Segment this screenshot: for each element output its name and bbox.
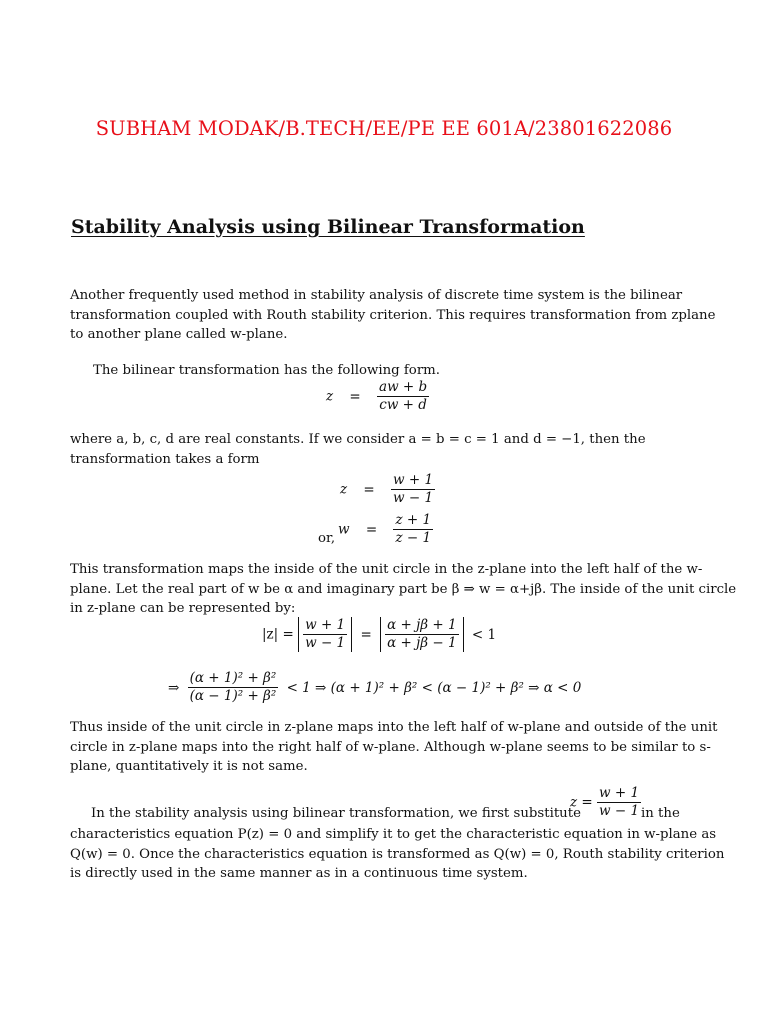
equation-w-of-z: [338, 512, 433, 547]
text-line: Another frequently used method in stability analysis of discrete time system is the bilinear: [70, 288, 683, 303]
fraction-numerator: w + 1: [393, 472, 434, 488]
equation-derivation: [168, 670, 581, 705]
fraction-denominator: (α − 1)² + β²: [189, 688, 277, 704]
eq-relation: =: [349, 388, 361, 405]
absolute-value: [298, 617, 352, 652]
equation-z-of-w: [340, 472, 435, 507]
fraction-numerator: w + 1: [599, 785, 640, 801]
text-line: Q(w) = 0. Once the characteristics equation is transformed as Q(w) = 0, Routh stability criterion: [70, 846, 725, 862]
fraction-numerator: aw + b: [379, 379, 428, 395]
fraction: [377, 379, 429, 414]
paragraph-intro: [70, 286, 716, 345]
text-line: Thus inside of the unit circle in z-plane maps into the left half of w-plane and outside of the unit: [70, 720, 718, 735]
eq-relation: =: [363, 481, 375, 498]
fraction-numerator: (α + 1)² + β²: [189, 670, 277, 686]
eq-lhs: |z| =: [262, 626, 294, 643]
fraction: [303, 617, 347, 652]
eq-relation: =: [360, 626, 372, 643]
absolute-value: [380, 617, 463, 652]
paragraph-constants: [70, 430, 680, 469]
text-line: transformation coupled with Routh stability criterion. This requires transformation from zplane: [70, 307, 716, 323]
text-line: plane. Let the real part of w be α and imaginary part be β ⇒ w = α+jβ. The inside of the unit circle: [70, 581, 737, 597]
fraction-numerator: w + 1: [305, 617, 346, 633]
eq-lhs: z =: [570, 794, 593, 811]
fraction: [391, 472, 435, 507]
fraction-denominator: α + jβ − 1: [387, 635, 457, 651]
paragraph-procedure: [70, 825, 725, 884]
fraction-denominator: cw + d: [379, 397, 427, 413]
text-line: is directly used in the same manner as in a continuous time system.: [70, 866, 528, 882]
text-line: plane, quantitatively it is not same.: [70, 759, 308, 775]
paragraph-conclusion: [70, 718, 718, 777]
text-line: to another plane called w-plane.: [70, 327, 288, 343]
text-line: This transformation maps the inside of the unit circle in the z-plane into the left half of the w-: [70, 562, 703, 577]
eq-tail: < 1 ⇒ (α + 1)² + β² < (α − 1)² + β² ⇒ α < 0: [286, 679, 582, 696]
fraction-denominator: z − 1: [395, 530, 432, 546]
equation-unit-circle: [262, 617, 496, 652]
fraction: [393, 512, 433, 547]
text-line: circle in z-plane maps into the right half of w-plane. Although w-plane seems to be similar to s-: [70, 739, 711, 755]
or-label: or,: [318, 531, 336, 546]
text-line: in z-plane can be represented by:: [70, 601, 296, 617]
eq-lhs: w: [338, 521, 350, 538]
fraction-denominator: w − 1: [393, 490, 434, 506]
equation-bilinear-general: [326, 379, 429, 414]
eq-lhs: z: [326, 388, 334, 405]
paragraph-bilinear-form: The bilinear transformation has the following form.: [93, 363, 441, 378]
eq-tail: < 1: [471, 626, 497, 643]
fraction-denominator: w − 1: [599, 803, 640, 819]
fraction-numerator: z + 1: [395, 512, 432, 528]
implies-arrow: ⇒: [168, 679, 180, 696]
paragraph-procedure-start: In the stability analysis using bilinear transformation, we first substitute: [91, 806, 581, 821]
eq-relation: =: [365, 521, 378, 538]
section-title: Stability Analysis using Bilinear Transformation: [71, 216, 585, 238]
fraction: [385, 617, 458, 652]
document-header: SUBHAM MODAK/B.TECH/EE/PE EE 601A/23801622086: [95, 117, 673, 140]
text-line: where a, b, c, d are real constants. If we consider a = b = c = 1 and d = −1, then the: [70, 432, 646, 447]
text-line: characteristics equation P(z) = 0 and simplify it to get the characteristic equation in w-plane as: [70, 827, 717, 842]
text-line: transformation takes a form: [70, 451, 260, 467]
fraction: [597, 785, 641, 820]
fraction: [188, 670, 279, 705]
paragraph-procedure-end: in the: [641, 806, 680, 821]
eq-lhs: z: [340, 481, 348, 498]
paragraph-mapping: [70, 560, 737, 619]
fraction-numerator: α + jβ + 1: [387, 617, 457, 633]
fraction-denominator: w − 1: [305, 635, 346, 651]
